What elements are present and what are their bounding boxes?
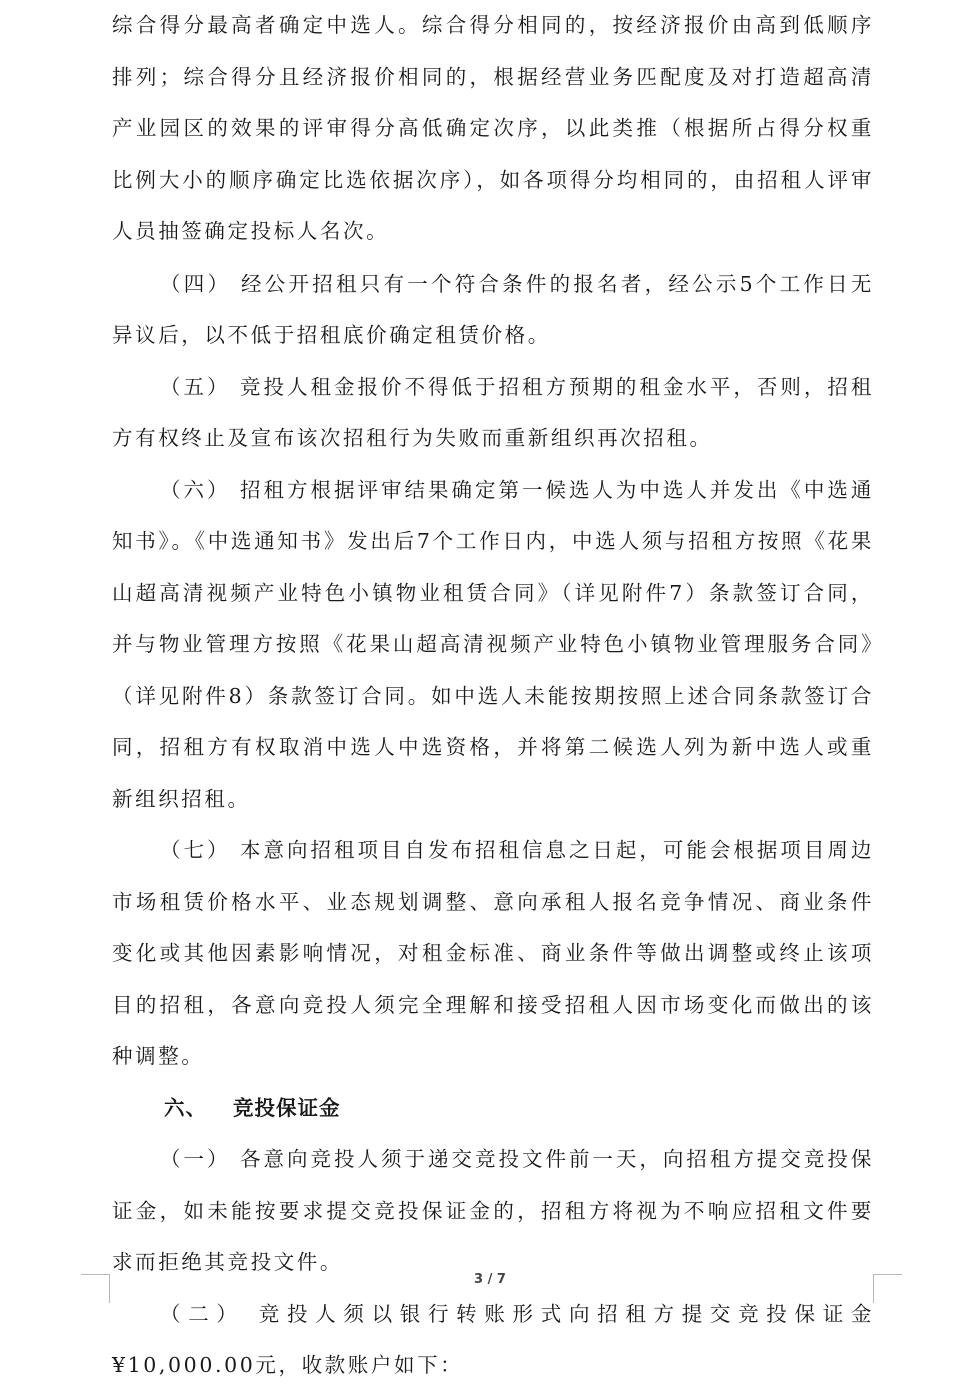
paragraph-deposit-1: （一） 各意向竞投人须于递交竞投文件前一天，向招租方提交竞投保证金，如未能按要求提交竞投保证金的，招租方将视为不响应招租文件要求而拒绝其竞投文件。 xyxy=(112,1147,874,1274)
section-heading xyxy=(112,1083,874,1135)
document-body xyxy=(112,0,874,1392)
section-number: 六、 xyxy=(164,1095,207,1120)
paragraph-item-4: （四） 经公开招租只有一个符合条件的报名者，经公示5个工作日无异议后，以不低于招租底价确定租赁价格。 xyxy=(112,271,874,347)
paragraph-ranking-rules: 综合得分最高者确定中选人。综合得分相同的，按经济报价由高到低顺序排列；综合得分且经济报价相同的，根据经营业务匹配度及对打造超高清产业园区的效果的评审得分高低确定次序，以此类推（根据所占得分权重比例大小的顺序确定比选依据次序），如各项得分均相同的，由招租人评审人员抽签确定投标人名次。 xyxy=(112,13,874,243)
page-indicator: 3 / 7 xyxy=(474,1272,506,1287)
paragraph-deposit-2: （二） 竞投人须以银行转账形式向招租方提交竞投保证金¥10,000.00元，收款账户如下： xyxy=(112,1301,874,1377)
paragraph-item-5: （五） 竞投人租金报价不得低于招租方预期的租金水平，否则，招租方有权终止及宣布该次招租行为失败而重新组织再次招租。 xyxy=(112,374,874,450)
paragraph-item-7: （七） 本意向招租项目自发布招租信息之日起，可能会根据项目周边市场租赁价格水平、业态规划调整、意向承租人报名竞争情况、商业条件变化或其他因素影响情况，对租金标准、商业条件等做出调整或终止该项目的招租，各意向竞投人须完全理解和接受招租人因市场变化而做出的该种调整。 xyxy=(112,838,874,1068)
section-title: 竞投保证金 xyxy=(233,1095,341,1120)
paragraph-item-6: （六） 招租方根据评审结果确定第一候选人为中选人并发出《中选通知书》。《中选通知书》发出后7个工作日内，中选人须与招租方按照《花果山超高清视频产业特色小镇物业租赁合同》（详见附件7）条款签订合同，并与物业管理方按照《花果山超高清视频产业特色小镇物业管理服务合同》（详见附件8）条款签订合同。如中选人未能按期按照上述合同条款签订合同，招租方有权取消中选人中选资格，并将第二候选人列为新中选人或重新组织招租。 xyxy=(112,477,874,811)
